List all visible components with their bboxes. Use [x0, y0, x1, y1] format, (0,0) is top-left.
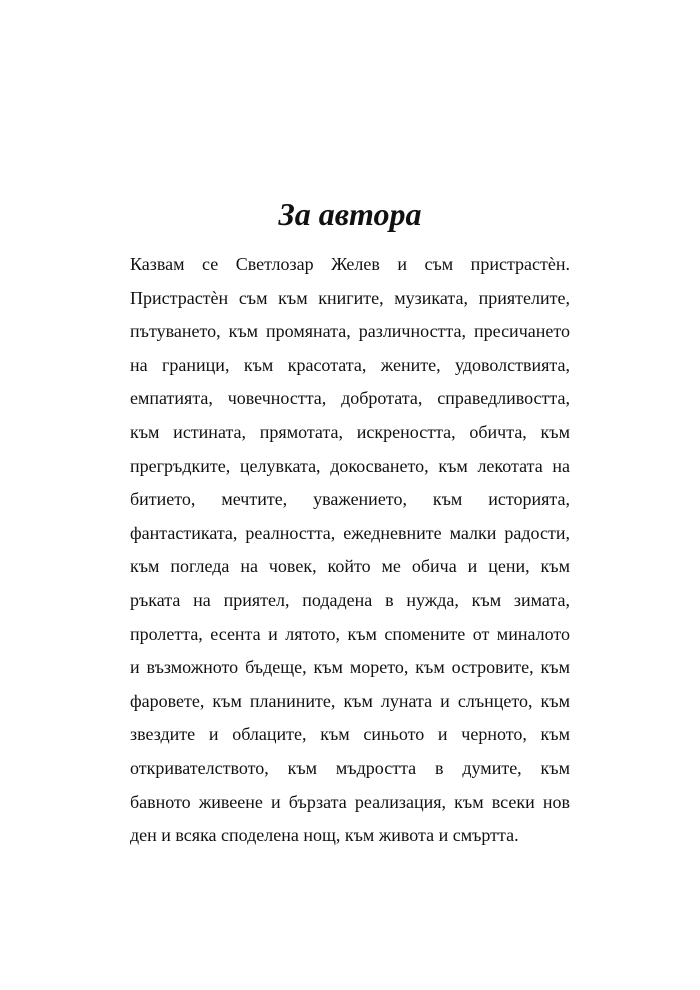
paragraph-line: битието, мечтите, уважението, към историята, [130, 489, 570, 510]
paragraph-line: и възможното бъдеще, към морето, към островите, към [130, 657, 570, 678]
page-title: За автора [278, 196, 422, 232]
author-bio-paragraph [130, 248, 570, 853]
paragraph-line: към погледа на човек, който ме обича и цени, към [130, 556, 570, 577]
paragraph-line: Казвам се Светлозар Желев и съм пристрастѐн. [130, 254, 570, 274]
paragraph-line: бавното живеене и бързата реализация, към всеки нов [130, 791, 570, 812]
paragraph-line: фаровете, към планините, към луната и слънцето, към [130, 690, 570, 711]
paragraph-line: на граници, към красотата, жените, удоволствията, [130, 354, 570, 375]
paragraph-line: към истината, прямотата, искреността, обичта, към [130, 421, 570, 442]
paragraph-line: ден и всяка споделена нощ, към живота и смъртта. [130, 825, 519, 846]
paragraph-line: ръката на приятел, подадена в нужда, към зимата, [130, 589, 570, 610]
paragraph-line: звездите и облаците, към синьото и черното, към [130, 724, 570, 745]
paragraph-line: откривателството, към мъдростта в думите, към [130, 757, 570, 778]
paragraph-line: емпатията, човечността, добротата, справедливостта, [130, 388, 570, 409]
paragraph-line: пътуването, към промяната, различността, пресичането [130, 321, 570, 342]
paragraph-line: прегръдките, целувката, докосването, към лекотата на [130, 455, 570, 476]
paragraph-line: фантастиката, реалността, ежедневните малки радости, [130, 522, 570, 543]
paragraph-line: пролетта, есента и лятото, към спомените от миналото [130, 623, 570, 644]
paragraph-line: Пристрастѐн съм към книгите, музиката, приятелите, [130, 287, 570, 308]
